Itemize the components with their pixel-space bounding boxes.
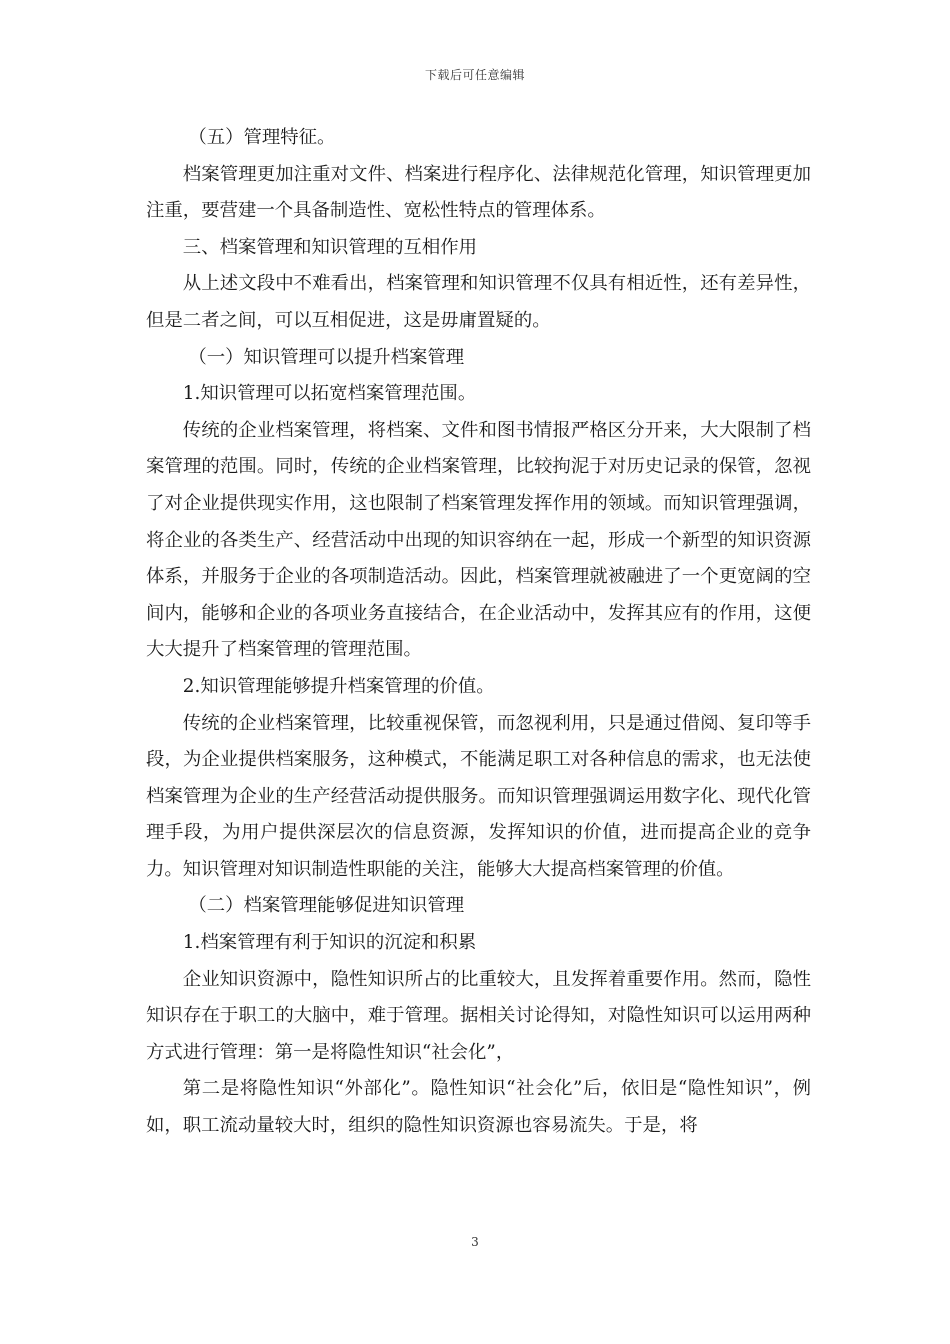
section-heading-5: （五）管理特征。 [188,127,336,148]
item-heading-1b: 1.档案管理有利于知识的沉淀和积累 [182,932,477,954]
paragraph: 传统的企业档案管理，比较重视保管，而忽视利用，只是通过借阅、复印等手段，为企业提供档案服务，这种模式，不能满足职工对各种信息的需求，也无法使档案管理为企业的生产经营活动提供服务。而知识管理强调运用数字化、现代化管理手段，为用户提供深层次的信息资源，发挥知识的价值，进而提高企业的竞争力。知识管理对知识制造性职能的关注，能够大大提高档案管理的价值。 [146,712,811,880]
document-body [146,120,811,1145]
paragraph: 企业知识资源中，隐性知识所占的比重较大，且发挥着重要作用。然而，隐性知识存在于职工的大脑中，难于管理。据相关讨论得知，对隐性知识可以运用两种方式进行管理：第一是将隐性知识“社会化”， [146,968,811,1063]
paragraph: 传统的企业档案管理，将档案、文件和图书情报严格区分开来，大大限制了档案管理的范围。同时，传统的企业档案管理，比较拘泥于对历史记录的保管，忽视了对企业提供现实作用，这也限制了档案管理发挥作用的领域。而知识管理强调，将企业的各类生产、经营活动中出现的知识容纳在一起，形成一个新型的知识资源体系，并服务于企业的各项制造活动。因此，档案管理就被融进了一个更宽阔的空间内，能够和企业的各项业务直接结合，在企业活动中，发挥其应有的作用，这便大大提升了档案管理的管理范围。 [146,419,811,661]
subsection-heading-1: （一）知识管理可以提升档案管理 [188,346,465,368]
paragraph: 第二是将隐性知识“外部化”。隐性知识“社会化”后，依旧是“隐性知识”，例如，职工流动量较大时，组织的隐性知识资源也容易流失。于是，将 [146,1078,811,1137]
item-heading-1: 1.知识管理可以拓宽档案管理范围。 [182,383,477,405]
item-heading-2: 2.知识管理能够提升档案管理的价值。 [182,675,495,697]
section-heading-3: 三、档案管理和知识管理的互相作用 [182,236,478,258]
paragraph: 档案管理更加注重对文件、档案进行程序化、法律规范化管理，知识管理更加注重，要营建一个具备制造性、宽松性特点的管理体系。 [146,163,811,222]
subsection-heading-2: （二）档案管理能够促进知识管理 [188,895,465,917]
page-header: 下载后可任意编辑 [424,68,525,82]
page-number: 3 [471,1235,479,1249]
paragraph: 从上述文段中不难看出，档案管理和知识管理不仅具有相近性，还有差异性，但是二者之间，可以互相促进，这是毋庸置疑的。 [146,273,811,331]
